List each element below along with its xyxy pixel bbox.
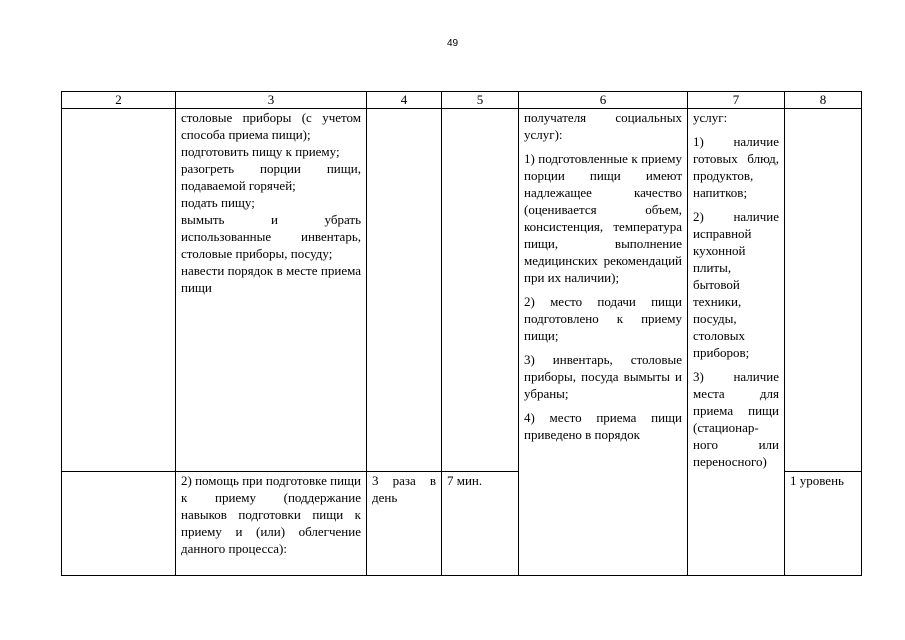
row2-col3: 2) помощь при подготовке пищи к приему (поддержание навыков подготовки пищи к приему и (или) облегчение данного процесса): — [176, 472, 367, 576]
task-line: подготовить пищу к приему; — [181, 144, 340, 159]
header-col-5: 5 — [442, 92, 519, 109]
row2-col4: 3 раза в день — [367, 472, 442, 576]
header-col-2: 2 — [62, 92, 176, 109]
task-line: навести порядок в месте приема пищи — [181, 263, 361, 295]
criteria-intro: получателя социальных услуг): — [524, 110, 682, 142]
conditions-cell — [688, 109, 785, 576]
task-line: столовые приборы (с учетом способа приема пищи); — [181, 110, 361, 142]
header-row — [62, 92, 862, 109]
conditions-intro: услуг: — [693, 110, 728, 125]
row1-col5 — [442, 109, 519, 472]
row2-col2 — [62, 472, 176, 576]
row1-col2 — [62, 109, 176, 472]
table-row — [62, 109, 862, 472]
row2-col8: 1 уровень — [785, 472, 862, 576]
task-line: разогреть порции пищи, подаваемой горячей; — [181, 161, 361, 193]
criteria-item: 3) инвентарь, столовые приборы, посуда вымыты и убраны; — [524, 352, 682, 401]
row1-col3 — [176, 109, 367, 472]
conditions-item: 3) наличие места для приема пищи (стационар-ного или переносного) — [693, 369, 779, 469]
task-line: вымыть и убрать использованные инвентарь, столовые приборы, посуду; — [181, 212, 361, 261]
row1-col4 — [367, 109, 442, 472]
row2-col5: 7 мин. — [442, 472, 519, 576]
page-number: 49 — [446, 38, 459, 49]
criteria-item: 1) подготовленные к приему порции пищи имеют надлежащее качество (оценивается объем, консистенция, температура пищи, выполнение медицинских рекомендаций при их наличии); — [524, 151, 682, 285]
conditions-item: 1) наличие готовых блюд, продуктов, напитков; — [693, 134, 779, 200]
quality-criteria-cell — [519, 109, 688, 576]
header-col-8: 8 — [785, 92, 862, 109]
header-col-6: 6 — [519, 92, 688, 109]
task-line: подать пищу; — [181, 195, 255, 210]
criteria-item: 2) место подачи пищи подготовлено к приему пищи; — [524, 294, 682, 343]
row1-col8 — [785, 109, 862, 472]
services-table — [61, 91, 862, 576]
header-col-3: 3 — [176, 92, 367, 109]
header-col-4: 4 — [367, 92, 442, 109]
criteria-item: 4) место приема пищи приведено в порядок — [524, 410, 682, 442]
header-col-7: 7 — [688, 92, 785, 109]
conditions-item: 2) наличие исправной кухонной плиты, бытовой техники, посуды, столовых приборов; — [693, 209, 779, 360]
